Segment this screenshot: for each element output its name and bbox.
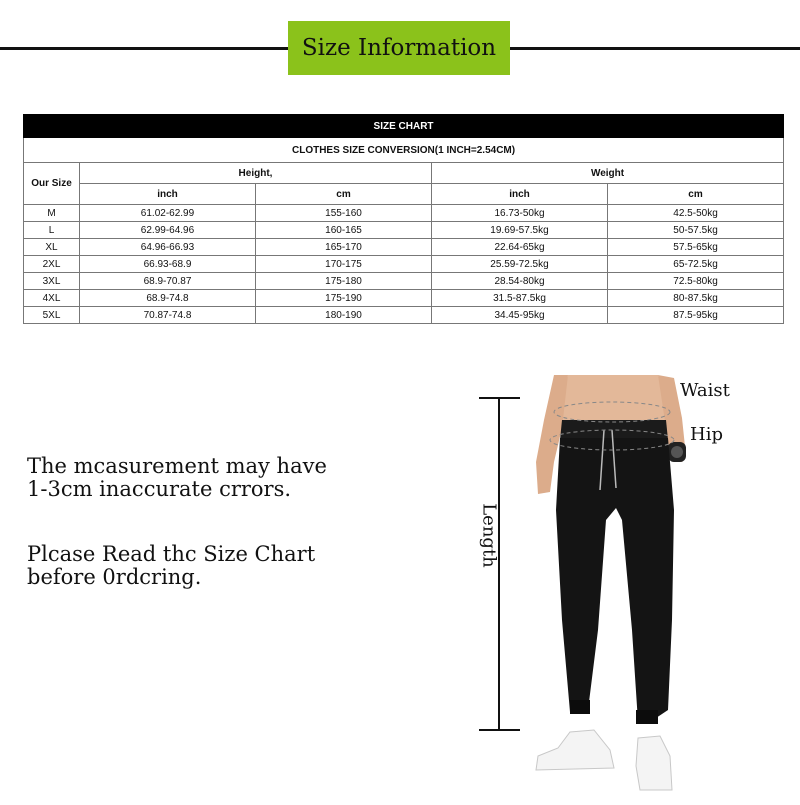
- size-cell: XL: [24, 239, 80, 256]
- waist-label: Waist: [680, 380, 730, 401]
- right-shoe: [636, 736, 672, 790]
- height-cm-cell: 155-160: [256, 205, 432, 222]
- height-inch-cell: 70.87-74.8: [80, 307, 256, 324]
- size-column-header: Our Size: [24, 163, 80, 205]
- height-inch-header: inch: [80, 184, 256, 205]
- accuracy-note: The mcasurement may have 1-3cm inaccurate crrors.: [27, 454, 327, 501]
- weight-cm-cell: 42.5-50kg: [608, 205, 784, 222]
- weight-inch-cell: 28.54-80kg: [432, 273, 608, 290]
- height-inch-cell: 68.9-74.8: [80, 290, 256, 307]
- header-divider-left: [0, 47, 290, 50]
- height-column-header: Height,: [80, 163, 432, 184]
- hip-label: Hip: [690, 424, 723, 445]
- product-figure: [470, 370, 800, 800]
- size-cell: L: [24, 222, 80, 239]
- table-row: [24, 205, 784, 222]
- weight-inch-cell: 31.5-87.5kg: [432, 290, 608, 307]
- waistband: [560, 420, 668, 440]
- height-cm-cell: 175-190: [256, 290, 432, 307]
- height-inch-cell: 62.99-64.96: [80, 222, 256, 239]
- weight-inch-cell: 19.69-57.5kg: [432, 222, 608, 239]
- weight-column-header: Weight: [432, 163, 784, 184]
- height-cm-header: cm: [256, 184, 432, 205]
- size-cell: 5XL: [24, 307, 80, 324]
- weight-cm-cell: 72.5-80kg: [608, 273, 784, 290]
- table-unit-header-row: [24, 184, 784, 205]
- model-illustration: [470, 370, 800, 800]
- weight-cm-cell: 87.5-95kg: [608, 307, 784, 324]
- weight-inch-cell: 22.64-65kg: [432, 239, 608, 256]
- table-subtitle-row: [24, 138, 784, 163]
- table-subtitle: CLOTHES SIZE CONVERSION(1 INCH=2.54CM): [24, 138, 784, 163]
- table-row: [24, 256, 784, 273]
- size-cell: 3XL: [24, 273, 80, 290]
- weight-cm-header: cm: [608, 184, 784, 205]
- weight-inch-cell: 25.59-72.5kg: [432, 256, 608, 273]
- header-divider-right: [508, 47, 800, 50]
- table-row: [24, 290, 784, 307]
- height-cm-cell: 180-190: [256, 307, 432, 324]
- left-cuff: [570, 700, 590, 714]
- read-chart-note: Plcase Read thc Size Chart before 0rdcring.: [27, 542, 316, 589]
- table-title: SIZE CHART: [24, 115, 784, 138]
- height-cm-cell: 165-170: [256, 239, 432, 256]
- left-shoe: [536, 730, 614, 770]
- height-inch-cell: 61.02-62.99: [80, 205, 256, 222]
- table-row: [24, 239, 784, 256]
- height-cm-cell: 160-165: [256, 222, 432, 239]
- table-group-header-row: [24, 163, 784, 184]
- weight-cm-cell: 80-87.5kg: [608, 290, 784, 307]
- table-title-row: [24, 115, 784, 138]
- weight-inch-cell: 34.45-95kg: [432, 307, 608, 324]
- weight-inch-cell: 16.73-50kg: [432, 205, 608, 222]
- section-title: Size Information: [288, 21, 510, 75]
- table-row: [24, 307, 784, 324]
- weight-cm-cell: 50-57.5kg: [608, 222, 784, 239]
- height-cm-cell: 170-175: [256, 256, 432, 273]
- height-inch-cell: 68.9-70.87: [80, 273, 256, 290]
- table-row: [24, 273, 784, 290]
- weight-inch-header: inch: [432, 184, 608, 205]
- weight-cm-cell: 57.5-65kg: [608, 239, 784, 256]
- height-cm-cell: 175-180: [256, 273, 432, 290]
- weight-cm-cell: 65-72.5kg: [608, 256, 784, 273]
- right-cuff: [636, 710, 658, 724]
- height-inch-cell: 64.96-66.93: [80, 239, 256, 256]
- size-cell: 2XL: [24, 256, 80, 273]
- table-row: [24, 222, 784, 239]
- size-chart-table: [23, 114, 784, 324]
- height-inch-cell: 66.93-68.9: [80, 256, 256, 273]
- length-label: Length: [478, 503, 500, 568]
- size-cell: 4XL: [24, 290, 80, 307]
- size-cell: M: [24, 205, 80, 222]
